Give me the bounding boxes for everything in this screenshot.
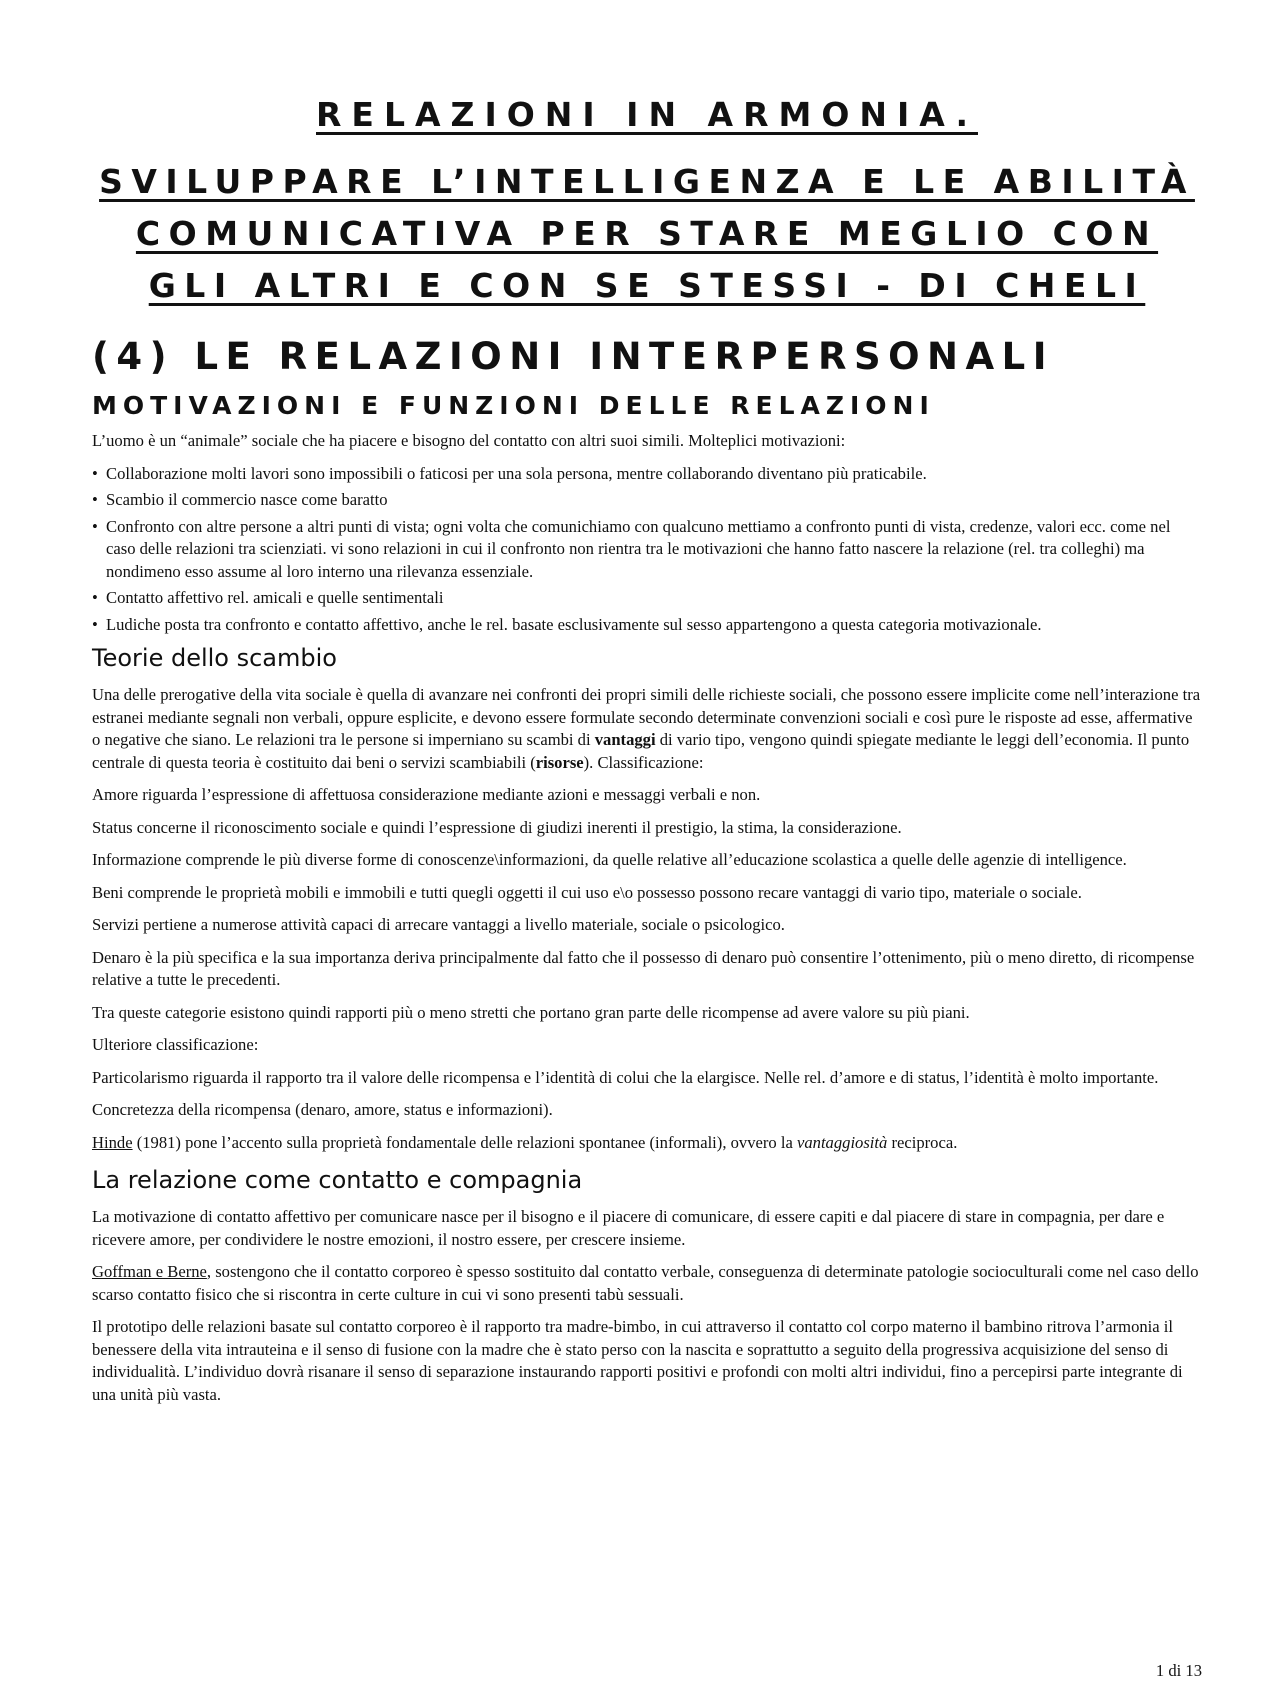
text-span: Una delle prerogative della vita sociale è quella di avanzare nei confronti dei propri simili delle richieste sociali, che possono essere implicite come nell’interazione tra estranei mediante segnali non verbali, oppure esplicite, e devono essere formulate secondo determinate convenzioni sociali e così pure le risposte ad esse, affermative o negative che siano. Le relazioni tra le persone si imperniano su scambi di — [92, 685, 1201, 749]
list-item: • Confronto con altre persone a altri punti di vista; ogni volta che comunichiamo con qualcuno mettiamo a confronto punti di vista, credenze, valori ecc. come nel caso delle relazioni tra scienziati. vi sono relazioni in cui il confronto non rientra tra le motivazioni che hanno fatto nascere la relazione (rel. tra colleghi) ma nondimeno esso assume al loro interno una rilevanza essenziale. — [92, 516, 1202, 584]
status-paragraph: Status concerne il riconoscimento sociale e quindi l’espressione di giudizi inerenti il prestigio, la stima, la considerazione. — [92, 817, 902, 837]
rapporti-paragraph: Tra queste categorie esistono quindi rapporti più o meno stretti che portano gran parte delle ricompense ad avere valore su più piani. — [92, 1002, 970, 1022]
title-line-3: COMUNICATIVA PER STARE MEGLIO CON — [135, 214, 1159, 253]
servizi-paragraph: Servizi pertiene a numerose attività capaci di arrecare vantaggi a livello materiale, sociale o psicologico. — [92, 915, 785, 934]
contatto-heading: La relazione come contatto e compagnia — [92, 1166, 583, 1194]
document-title — [92, 92, 1202, 312]
goffman-paragraph — [92, 1261, 1202, 1306]
page-number: 1 di 13 — [1155, 1661, 1202, 1680]
list-item: • Ludiche posta tra confronto e contatto affettivo, anche le rel. basate esclusivamente sul sesso appartengono a questa categoria motivazionale. — [92, 614, 1202, 637]
motivations-list — [92, 463, 1202, 637]
author-link: Goffman e Berne — [92, 1262, 207, 1281]
contatto-paragraph-1: La motivazione di contatto affettivo per comunicare nasce per il bisogno e il piacere di comunicare, di essere capiti e dal piacere di stare in compagnia, per dare e ricevere amore, per condividere le nostre emozioni, il nostro essere, per crescere insieme. — [92, 1207, 1165, 1249]
particolarismo-paragraph: Particolarismo riguarda il rapporto tra il valore delle ricompensa e l’identità di colui che la elargisce. Nelle rel. d’amore e di status, l’identità è molto importante. — [92, 1067, 1159, 1087]
ulteriore-paragraph: Ulteriore classificazione: — [92, 1035, 259, 1054]
text-span: reciproca. — [887, 1132, 958, 1152]
denaro-paragraph: Denaro è la più specifica e la sua importanza deriva principalmente dal fatto che il possesso di denaro può consentire l’ottenimento, più o meno diretto, di ricompense relative a tutte le precedenti. — [92, 947, 1195, 989]
list-item: • Contatto affettivo rel. amicali e quelle sentimentali — [92, 587, 1202, 610]
text-span: di vario tipo, vengono quindi spiegate mediante le leggi dell’economia. Il punto centrale di questa teoria è costituito dai beni o servizi scambiabili ( — [92, 730, 1190, 772]
author-link: Hinde — [92, 1132, 133, 1152]
text-span: ). Classificazione: — [583, 752, 704, 772]
bold-term: vantaggi — [594, 730, 656, 749]
document-page — [92, 92, 1202, 1416]
amore-paragraph: Amore riguarda l’espressione di affettuosa considerazione mediante azioni e messaggi verbali e non. — [92, 785, 761, 804]
italic-term: vantaggiosità — [796, 1132, 888, 1152]
hinde-paragraph — [92, 1132, 1202, 1155]
title-line-2: SVILUPPARE L’INTELLIGENZA E LE ABILITÀ — [99, 162, 1195, 201]
title-line-1: RELAZIONI IN ARMONIA. — [316, 95, 978, 134]
informazione-paragraph: Informazione comprende le più diverse forme di conoscenze\informazioni, da quelle relative all’educazione scolastica a quelle delle agenzie di intelligence. — [92, 850, 1127, 869]
beni-paragraph: Beni comprende le proprietà mobili e immobili e tutti quegli oggetti il cui uso e\o possesso possono recare vantaggi di vario tipo, materiale o sociale. — [92, 882, 1082, 902]
text-span: , sostengono che il contatto corporeo è spesso sostituito dal contatto verbale, conseguenza di determinate patologie socioculturali come nel caso dello scarso contatto fisico che si riscontra in certe culture in cui vi sono presenti tabù sessuali. — [92, 1262, 1199, 1304]
chapter-heading: (4) LE RELAZIONI INTERPERSONALI — [92, 335, 1054, 378]
concretezza-paragraph: Concretezza della ricompensa (denaro, amore, status e informazioni). — [92, 1100, 553, 1119]
contatto-paragraph-3: Il prototipo delle relazioni basate sul contatto corporeo è il rapporto tra madre-bimbo, in cui attraverso il contatto col corpo materno il bambino ritrova l’armonia il benessere della vita intrauteina e il senso di fusione con la madre che è stato perso con la nascita e soprattutto a seguito della progressiva acquisizione del senso di individualità. L’individuo dovrà risanare il senso di separazione instaurando rapporti positivi e profondi con molti altri individui, fino a percepirsi parte integrante di una unità più vasta. — [92, 1317, 1183, 1404]
bold-term: risorse — [535, 752, 584, 772]
list-item: • Scambio il commercio nasce come baratto — [92, 489, 1202, 512]
title-line-4: GLI ALTRI E CON SE STESSI - DI CHELI — [148, 266, 1146, 305]
list-item: • Collaborazione molti lavori sono impossibili o faticosi per una sola persona, mentre collaborando diventano più praticabile. — [92, 463, 1202, 486]
text-span: (1981) pone l’accento sulla proprietà fondamentale delle relazioni spontanee (informali), ovvero la — [132, 1132, 797, 1152]
scambio-heading: Teorie dello scambio — [92, 644, 337, 672]
intro-paragraph: L’uomo è un “animale” sociale che ha piacere e bisogno del contatto con altri suoi simili. Molteplici motivazioni: — [92, 431, 846, 450]
section-heading: MOTIVAZIONI E FUNZIONI DELLE RELAZIONI — [92, 391, 935, 420]
scambio-paragraph — [92, 684, 1202, 774]
